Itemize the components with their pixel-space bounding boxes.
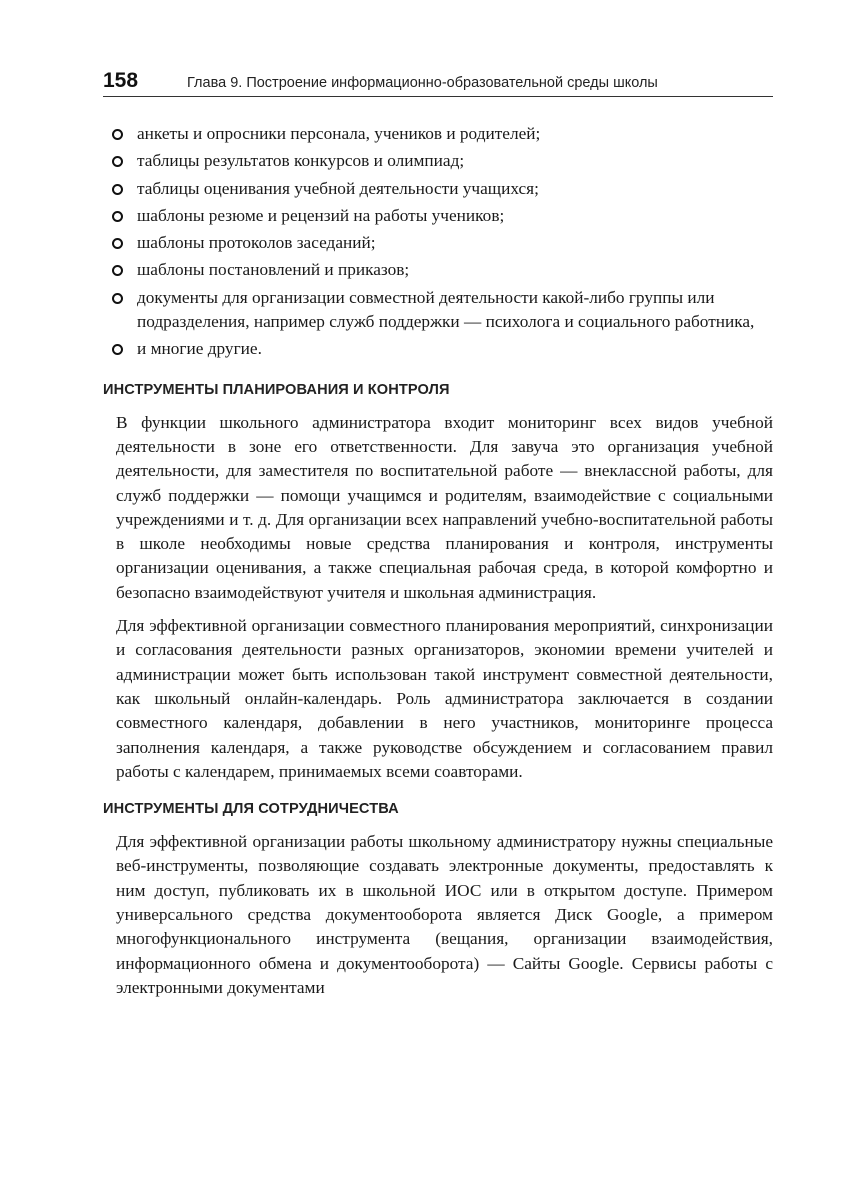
list-item: таблицы результатов конкурсов и олимпиад; <box>103 149 773 173</box>
section-heading-collaboration: ИНСТРУМЕНТЫ ДЛЯ СОТРУДНИЧЕСТВА <box>103 801 399 818</box>
list-item: таблицы оценивания учебной деятельности учащихся; <box>103 177 773 201</box>
list-item: анкеты и опросники персонала, учеников и родителей; <box>103 122 773 146</box>
section-heading-planning: ИНСТРУМЕНТЫ ПЛАНИРОВАНИЯ И КОНТРОЛЯ <box>103 381 450 398</box>
running-title: Глава 9. Построение информационно-образовательной среды школы <box>187 75 658 91</box>
page-header <box>103 68 773 97</box>
circle-bullet-icon <box>112 344 123 355</box>
circle-bullet-icon <box>112 293 123 304</box>
list-item: шаблоны постановлений и приказов; <box>103 258 773 282</box>
circle-bullet-icon <box>112 129 123 140</box>
paragraph: Для эффективной организации совместного планирования мероприятий, синхронизации и согласования деятельности разных организаторов, экономии времени учителей и администрации может быть использован такой инструмент совместной деятельности, как школьный онлайн-календарь. Роль администратора заключается в создании совместного календаря, добавлении в него участников, мониторинге процесса заполнения календаря, а также руководстве обсуждением и согласованием правил работы с календарем, принимаемых всеми соавторами. <box>116 616 773 781</box>
list-item: шаблоны протоколов заседаний; <box>103 231 773 255</box>
circle-bullet-icon <box>112 156 123 167</box>
page-number: 158 <box>103 69 139 92</box>
list-item: шаблоны резюме и рецензий на работы учеников; <box>103 204 773 228</box>
paragraph: Для эффективной организации работы школьному администратору нужны специальные веб-инструменты, позволяющие создавать электронные документы, предоставлять к ним доступ, публиковать их в школьной ИОС или в открытом доступе. Примером универсального средства документооборота является Диск Google, а примером многофункционального инструмента (вещания, организации взаимодействия, информационного обмена и документооборота) — Сайты Google. Сервисы работы с электронными документами <box>116 832 773 997</box>
circle-bullet-icon <box>112 184 123 195</box>
list-item: и многие другие. <box>103 337 773 361</box>
circle-bullet-icon <box>112 265 123 276</box>
paragraph: В функции школьного администратора входит мониторинг всех видов учебной деятельности в зоне его ответственности. Для завуча это организация учебной деятельности, для заместителя по воспитательной работе — внеклассной работы, для служб поддержки — помощи учащимся и родителям, взаимодействие с социальными учреждениями и т. д. Для организации всех направлений учебно-воспитательной работы в школе необходимы новые средства планирования и контроля, инструменты организации оценивания, а также специальная рабочая среда, в которой комфортно и безопасно взаимодействуют учителя и школьная администрация. <box>116 412 773 602</box>
page-body <box>103 122 773 1000</box>
circle-bullet-icon <box>112 211 123 222</box>
circle-bullet-icon <box>112 238 123 249</box>
bullet-list <box>103 122 773 362</box>
list-item: документы для организации совместной деятельности какой-либо группы или подразделения, например служб поддержки — психолога и социального работника, <box>103 286 773 335</box>
